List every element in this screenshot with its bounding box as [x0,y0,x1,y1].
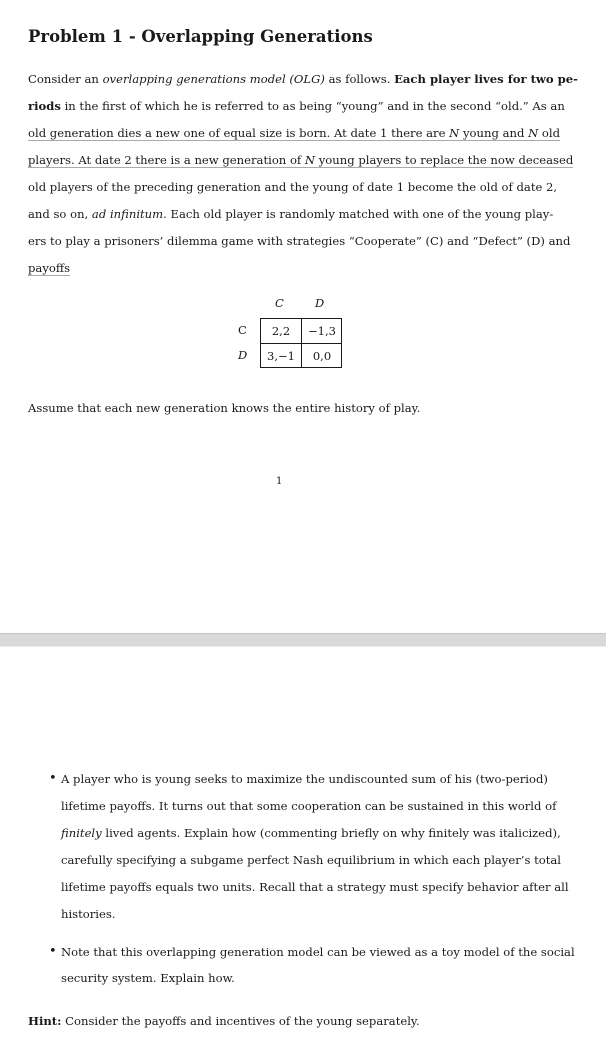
cell-dc: 3,−1 [267,349,295,363]
cell-cc: 2,2 [271,324,291,338]
intro-line-5: old players of the preceding generation and the young of date 1 become the old of date 2, [28,180,558,194]
cell-cd: −1,3 [308,324,336,338]
row-label-d: D [238,348,248,362]
intro-line-6: and so on, ad infinitum. Each old player is randomly matched with one of the young play- [28,207,554,221]
page-2 [0,647,606,1045]
hint-label: Hint: [28,1014,62,1028]
assumption-text: Assume that each new generation knows the entire history of play. [28,401,421,415]
bullet-1-marker: • [49,771,57,786]
bullet-1-line-6: histories. [61,907,116,921]
row-label-c: C [238,323,247,337]
bullet-2-marker: • [49,944,57,959]
intro-line-7: ers to play a prisoners’ dilemma game with strategies “Cooperate” (C) and “Defect” (D) and [28,234,571,248]
grid-divider-horizontal [261,343,341,344]
page-separator [0,633,606,647]
bullet-1-line-3: finitely lived agents. Explain how (commenting briefly on why finitely was italicized), [61,826,561,840]
hint-text: Consider the payoffs and incentives of the young separately. [61,1014,420,1028]
problem-title: Problem 1 - Overlapping Generations [28,27,373,46]
intro-line-8: payoffs [28,261,71,275]
intro-line-3: old generation dies a new one of equal size is born. At date 1 there are N young and N old [28,126,561,140]
bullet-2-line-2: security system. Explain how. [61,971,235,985]
bullet-1-line-5: lifetime payoffs equals two units. Recall that a strategy must specify behavior after all [61,880,569,894]
col-header-d: D [315,296,325,310]
hint [28,1013,420,1029]
col-header-c: C [275,296,284,310]
intro-line-2: riods in the first of which he is referred to as being “young” and in the second “old.” As an [28,99,565,113]
bullet-1-line-2: lifetime payoffs. It turns out that some cooperation can be sustained in this world of [61,799,557,813]
cell-dd: 0,0 [312,349,332,363]
intro-line-4: players. At date 2 there is a new generation of N young players to replace the now deceased [28,153,574,167]
bullet-1-line-1: A player who is young seeks to maximize the undiscounted sum of his (two-period) [61,772,548,786]
page-number: 1 [276,476,283,487]
payoff-grid [260,318,342,368]
intro-line-1: Consider an overlapping generations model (OLG) as follows. Each player lives for two pe- [28,72,578,86]
payoff-matrix [228,288,358,378]
bullet-1-line-4: carefully specifying a subgame perfect Nash equilibrium in which each player’s total [61,853,562,867]
bullet-2-line-1: Note that this overlapping generation model can be viewed as a toy model of the social [61,945,575,959]
